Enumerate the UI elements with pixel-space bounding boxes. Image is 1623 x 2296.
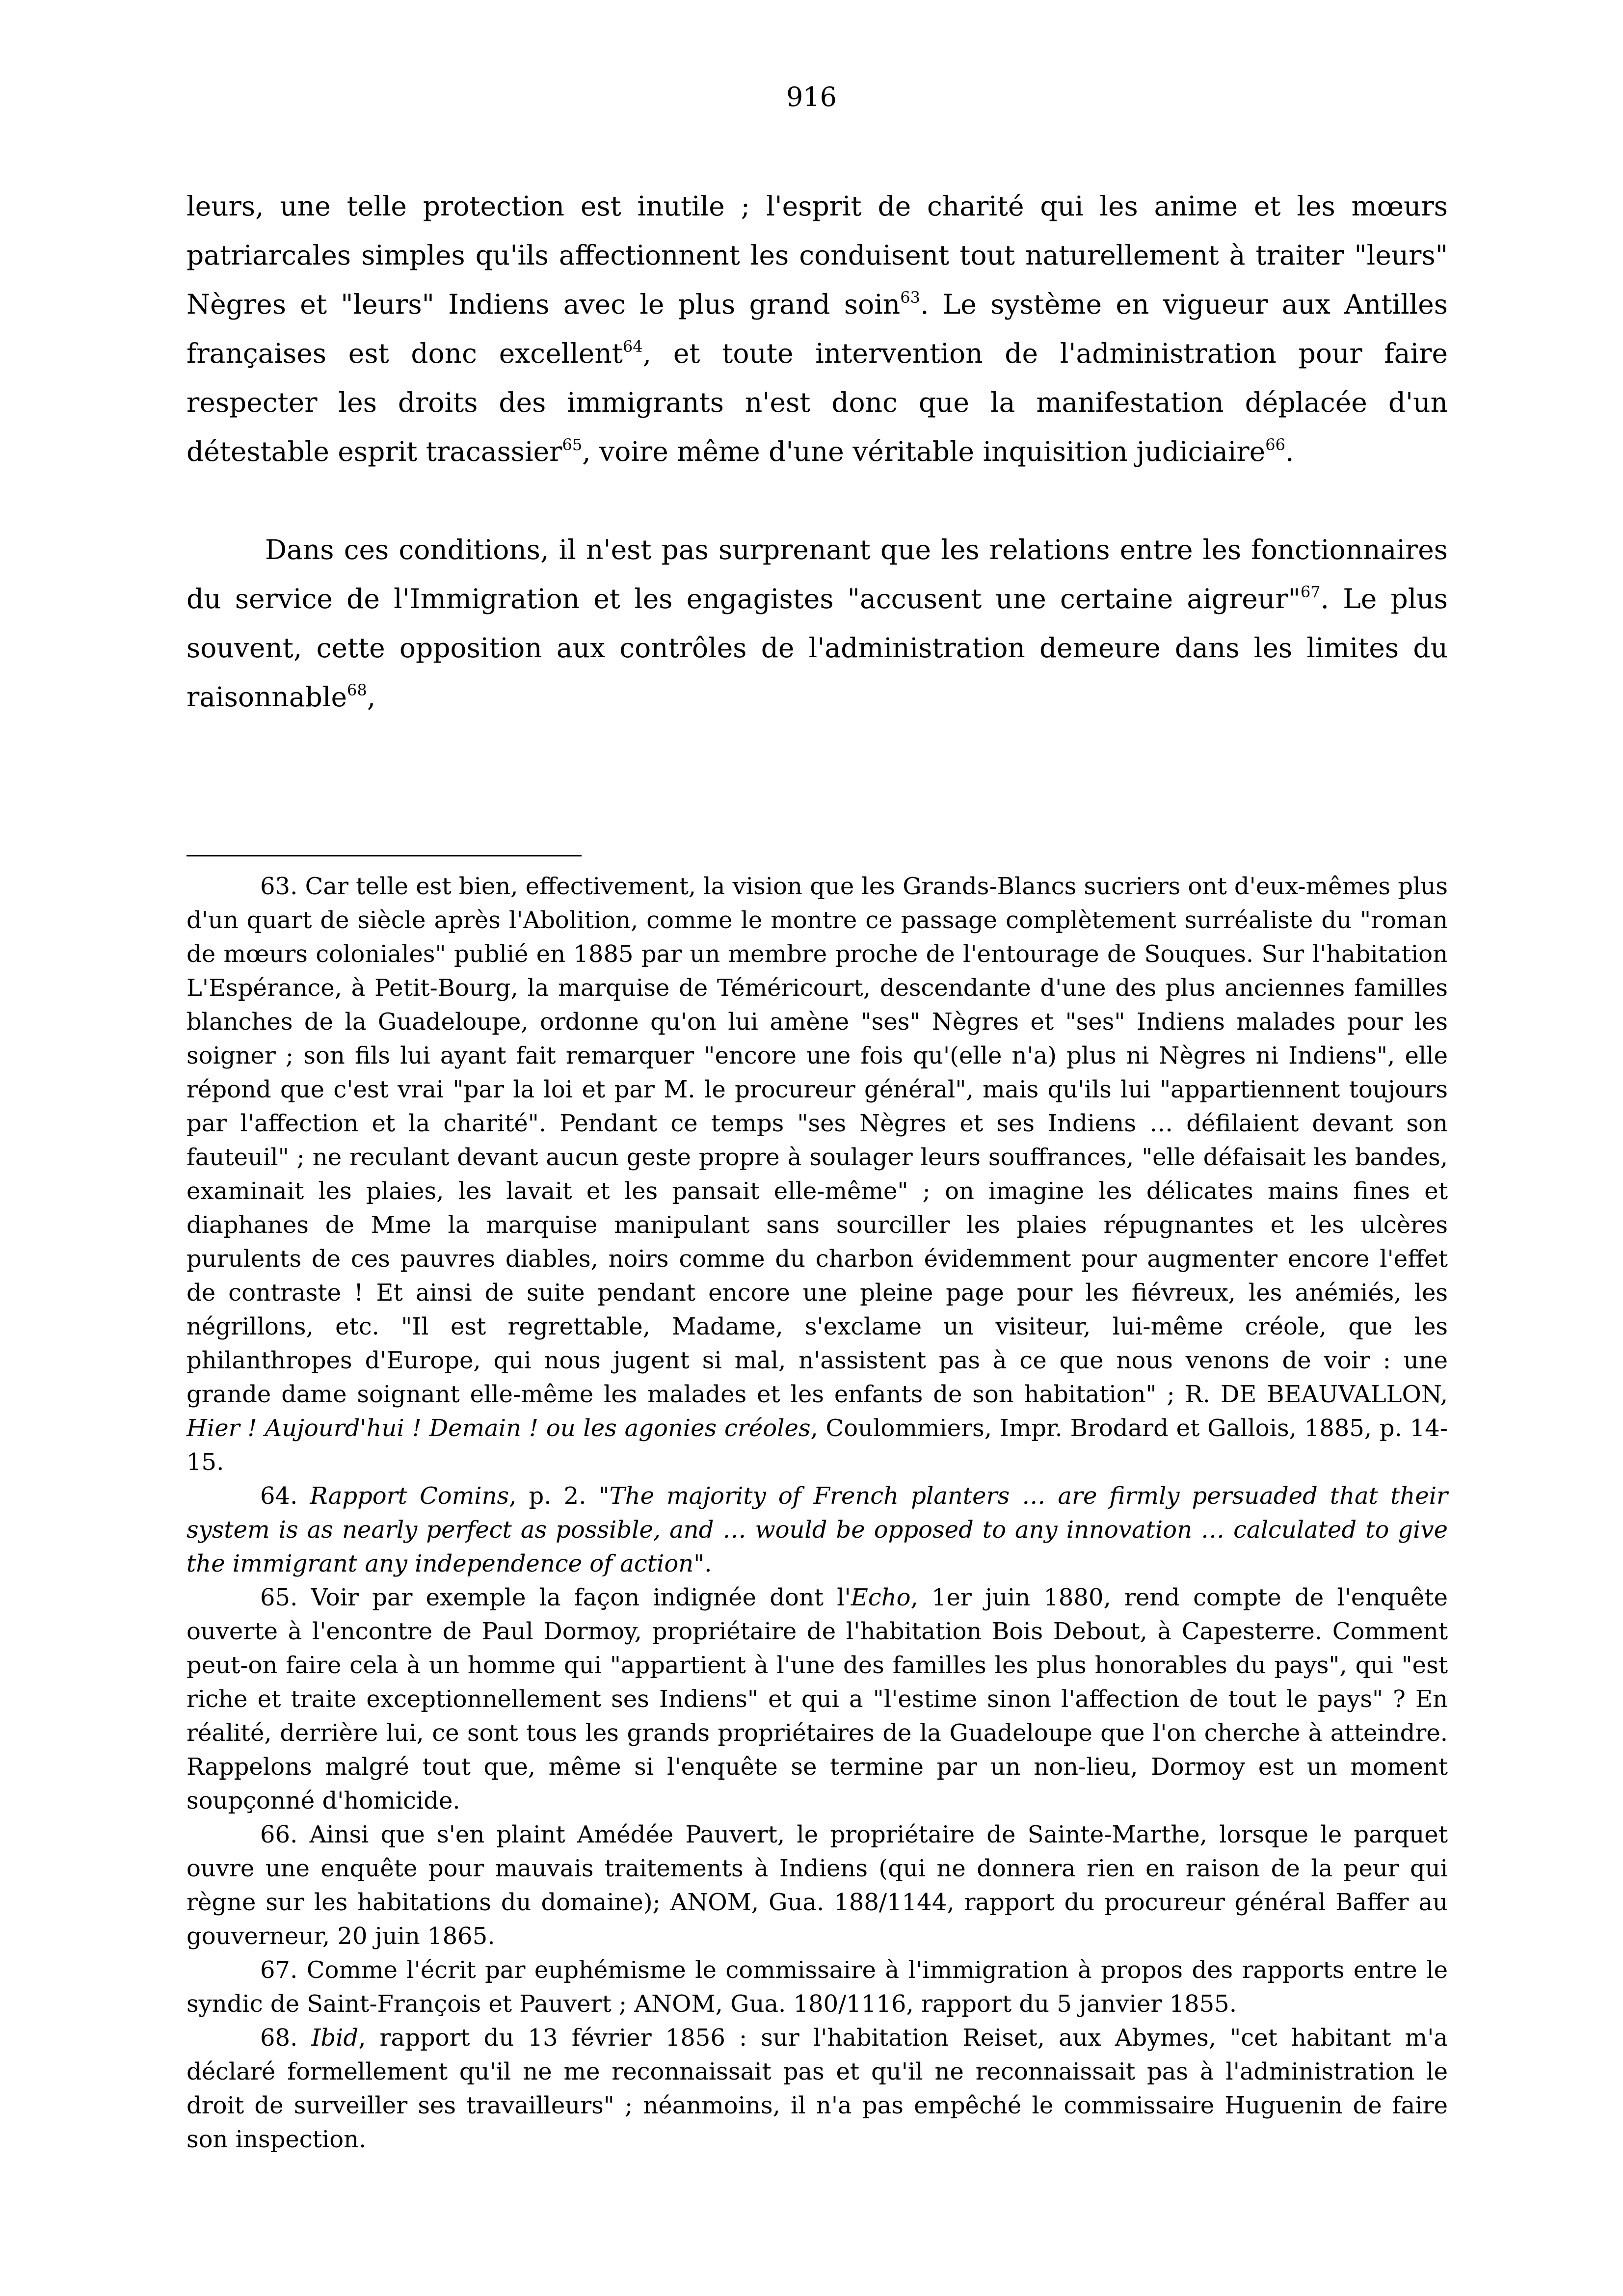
text-run: leurs, une telle protection est inutile ; l'esprit de charité qui les anime et les mœurs patriarcales simples qu'ils affectionnent les conduisent tout naturellement à traiter "leurs" Nègres et "leurs" Indiens avec le plus grand soin [186,190,1448,320]
footnote-ref[interactable]: 67 [1300,583,1321,601]
body-paragraph [186,182,1448,476]
footnote-ref[interactable]: 63 [900,288,920,307]
footnote-text: , Coulommiers, Impr. Brodard et Gallois, 1885, p. 14-15. [186,1415,1448,1476]
footnote-63 [186,870,1448,1479]
footnote-67 [186,1953,1448,2021]
source-title: Rapport Comins [310,1482,509,1510]
text-run: . Le système en vigueur aux Antilles françaises est donc excellent [186,289,1448,369]
text-run: , et toute intervention de l'administration pour faire respecter les droits des immigrants n'est donc que la manifestation déplacée d'un détestable esprit tracassier [186,338,1448,467]
footnote-65 [186,1581,1448,1818]
main-text [186,182,1448,721]
footnote-text: 68. [260,2024,312,2052]
footnote-text: 67. Comme l'écrit par euphémisme le commissaire à l'immigration à propos des rapports entre le syndic de Saint-François et Pauvert ; ANOM, Gua. 180/1116, rapport du 5 janvier 1855. [186,1956,1448,2018]
page-number: 916 [786,81,837,112]
text-run: Dans ces conditions, il n'est pas surprenant que les relations entre les fonctionnaires du service de l'Immigration et les engagistes "accusent une certaine aigreur" [186,534,1448,614]
footnote-text: , rapport du 13 février 1856 : sur l'habitation Reiset, aux Abymes, "cet habitant m'a déclaré formellement qu'il ne me reconnaissait pas et qu'il ne reconnaissait pas à l'administration le droit de surveiller ses travailleurs" ; néanmoins, il n'a pas empêché le commissaire Huguenin de faire son inspection. [186,2024,1448,2153]
book-title: Hier ! Aujourd'hui ! Demain ! ou les agonies créoles [186,1415,811,1442]
footnote-ref[interactable]: 64 [622,337,643,356]
text-run: . [1285,436,1294,467]
footnote-text: 65. Voir par exemple la façon indignée dont l' [260,1584,851,1611]
footnote-text: 63. Car telle est bien, effectivement, la vision que les Grands-Blancs sucriers ont d'eux-mêmes plus d'un quart de siècle après l'Abolition, comme le montre ce passage complètement surréaliste du "roman de mœurs coloniales" publié en 1885 par un membre proche de l'entourage de Souques. Sur l'habitation L'Espérance, à Petit-Bourg, la marquise de Téméricourt, descendante d'une des plus anciennes familles blanches de la Guadeloupe, ordonne qu'on lui amène "ses" Nègres et "ses" Indiens malades pour les soigner ; son fils lui ayant fait remarquer "encore une fois qu'(elle n'a) plus ni Nègres ni Indiens", elle répond que c'est vrai "par la loi et par M. le procureur général", mais qu'ils lui "appartiennent toujours par l'affection et la charité". Pendant ce temps "ses Nègres et ses Indiens … défilaient devant son fauteuil" ; ne reculant devant aucun geste propre à soulager leurs souffrances, "elle défaisait les bandes, examinait les plaies, les lavait et les pansait elle-même" ; on imagine les délicates mains fines et diaphanes de Mme la marquise manipulant sans sourciller les plaies répugnantes et les ulcères purulents de ces pauvres diables, noirs comme du charbon évidemment pour augmenter encore l'effet de contraste ! Et ainsi de suite pendant encore une pleine page pour les fiévreux, les anémiés, les négrillons, etc. "Il est regrettable, Madame, s'exclame un visiteur, lui-même créole, que les philanthropes d'Europe, qui nous jugent si mal, n'assistent pas à ce que nous venons de voir : une grande dame soignant elle-même les malades et les enfants de son habitation" ; R. DE BEAUVALLON, [186,873,1448,1408]
footnote-ref[interactable]: 66 [1265,435,1285,454]
footnote-separator [186,855,582,856]
footnote-text: 66. Ainsi que s'en plaint Amédée Pauvert, le propriétaire de Sainte-Marthe, lorsque le parquet ouvre une enquête pour mauvais traitements à Indiens (qui ne donnera rien en raison de la peur qui règne sur les habitations du domaine); ANOM, Gua. 188/1144, rapport du procureur général Baffer au gouverneur, 20 juin 1865. [186,1821,1448,1950]
text-run: . Le plus souvent, cette opposition aux contrôles de l'administration demeure dans les limites du raisonnable [186,583,1448,713]
text-run: , [367,681,376,713]
footnote-66 [186,1818,1448,1953]
quotation: "The majority of French planters … are firmly persuaded that their system is as nearly perfect as possible, and … would be opposed to any innovation … calculated to give the immigrant any independence of action [186,1482,1448,1577]
footnote-text: , p. 2. [509,1482,599,1510]
footnote-64 [186,1479,1448,1581]
text-run: , voire même d'une véritable inquisition judiciaire [582,436,1266,467]
footnote-text: ". [693,1550,712,1577]
footnote-text: 64. [260,1482,310,1510]
body-paragraph [186,525,1448,721]
footnote-ref[interactable]: 68 [347,681,367,699]
footnote-ref[interactable]: 65 [562,435,583,454]
ibid: Ibid [311,2024,359,2052]
journal-title: Echo [851,1584,911,1611]
footnote-68 [186,2021,1448,2157]
footnotes [186,870,1448,2157]
footnote-text: , 1er juin 1880, rend compte de l'enquête ouverte à l'encontre de Paul Dormoy, propriétaire de l'habitation Bois Debout, à Capesterre. Comment peut-on faire cela à un homme qui "appartient à l'une des familles les plus honorables du pays", qui "est riche et traite exceptionnellement ses Indiens" et qui a "l'estime sinon l'affection de tout le pays" ? En réalité, derrière lui, ce sont tous les grands propriétaires de la Guadeloupe que l'on cherche à atteindre. Rappelons malgré tout que, même si l'enquête se termine par un non-lieu, Dormoy est un moment soupçonné d'homicide. [186,1584,1448,1815]
